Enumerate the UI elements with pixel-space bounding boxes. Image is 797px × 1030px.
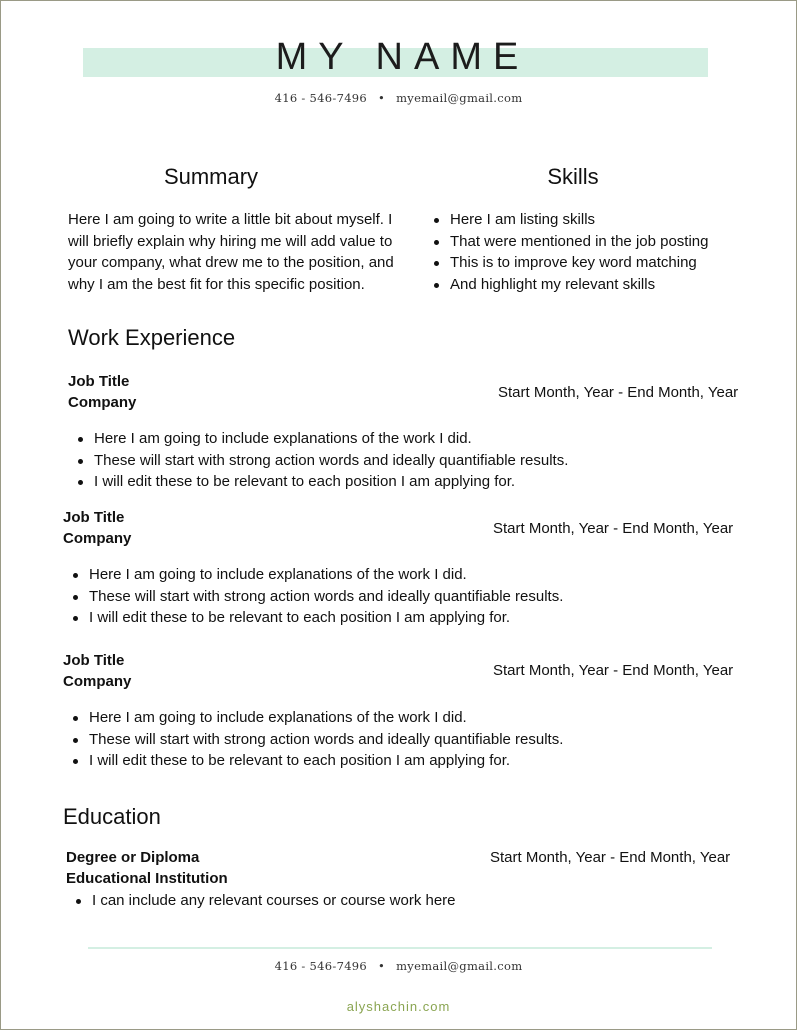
job-bullet: Here I am going to include explanations of the work I did. (71, 564, 563, 586)
skill-item: Here I am listing skills (432, 209, 709, 231)
footer-phone: 416 - 546-7496 (274, 959, 368, 973)
resume-name: MY NAME (275, 36, 530, 78)
education-dates: Start Month, Year - End Month, Year (490, 849, 731, 866)
footer-divider (88, 947, 712, 949)
summary-text: Here I am going to write a little bit about myself. I will briefly explain why hiring me will add value to your company, what drew me to the position, and why I am the best fit for this specific position. (68, 211, 394, 293)
credit-link[interactable]: alyshachin.com (346, 999, 451, 1014)
job-bullet: These will start with strong action words and ideally quantifiable results. (76, 450, 568, 472)
header-separator: • (378, 91, 386, 105)
header-email: myemail@gmail.com (396, 91, 523, 105)
job-title: Job Title (63, 652, 125, 669)
skills-list (432, 209, 709, 295)
work-experience-heading: Work Experience (68, 325, 236, 350)
footer-email: myemail@gmail.com (396, 959, 523, 973)
skill-item: This is to improve key word matching (432, 252, 709, 274)
job-bullet: These will start with strong action words and ideally quantifiable results. (71, 729, 563, 751)
summary-heading: Summary (163, 164, 259, 189)
education-institution: Educational Institution (66, 870, 228, 887)
footer-separator: • (378, 959, 386, 973)
job-company: Company (63, 530, 132, 547)
header-contact (0, 91, 797, 105)
skills-heading: Skills (547, 164, 599, 189)
job-bullet: These will start with strong action words and ideally quantifiable results. (71, 586, 563, 608)
education-bullet: I can include any relevant courses or course work here (74, 890, 456, 912)
education-heading: Education (63, 804, 161, 829)
job-bullet: I will edit these to be relevant to each position I am applying for. (76, 471, 568, 493)
job-company: Company (63, 673, 132, 690)
job-bullets (76, 428, 568, 493)
job-dates: Start Month, Year - End Month, Year (493, 520, 734, 537)
skill-item: And highlight my relevant skills (432, 274, 709, 296)
job-bullets (71, 564, 563, 629)
job-bullet: I will edit these to be relevant to each position I am applying for. (71, 607, 563, 629)
job-dates: Start Month, Year - End Month, Year (493, 662, 734, 679)
education-bullets (74, 890, 456, 912)
job-title: Job Title (63, 509, 125, 526)
job-dates: Start Month, Year - End Month, Year (498, 384, 739, 401)
job-bullet: Here I am going to include explanations of the work I did. (76, 428, 568, 450)
job-company: Company (68, 394, 137, 411)
footer-contact (0, 959, 797, 973)
job-title: Job Title (68, 373, 130, 390)
skill-item: That were mentioned in the job posting (432, 231, 709, 253)
education-degree: Degree or Diploma (66, 849, 200, 866)
job-bullet: I will edit these to be relevant to each position I am applying for. (71, 750, 563, 772)
job-bullet: Here I am going to include explanations of the work I did. (71, 707, 563, 729)
header-phone: 416 - 546-7496 (274, 91, 368, 105)
job-bullets (71, 707, 563, 772)
